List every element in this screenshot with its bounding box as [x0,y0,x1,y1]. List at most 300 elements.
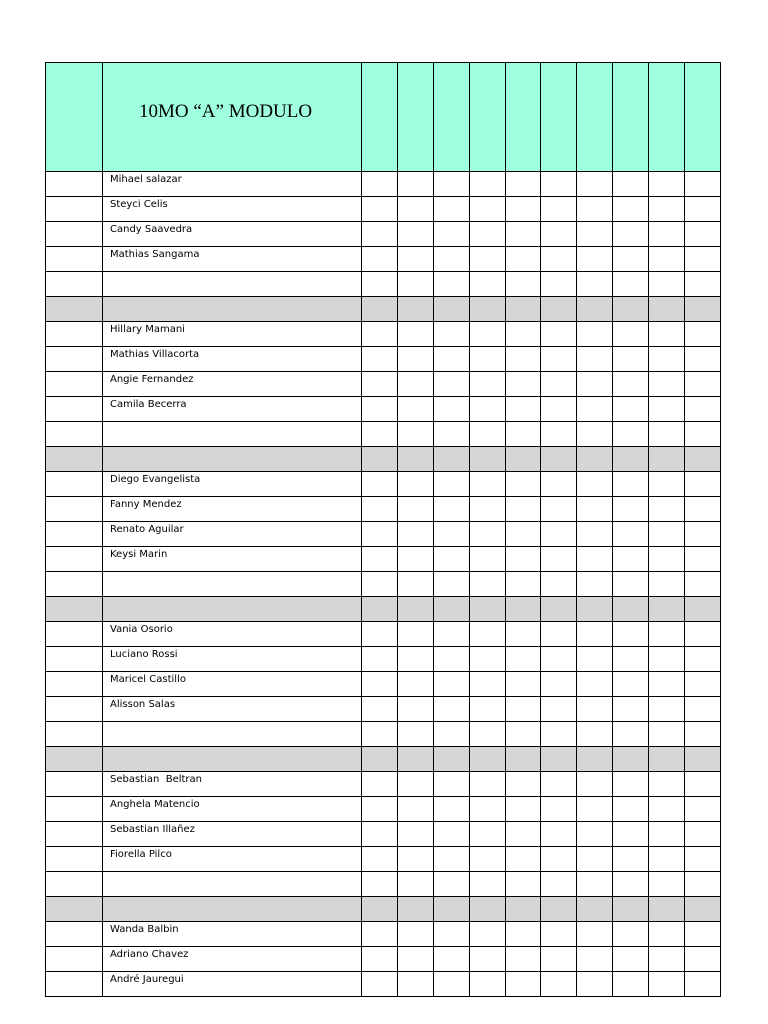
check-cell[interactable] [433,772,469,797]
check-cell[interactable] [649,397,685,422]
check-cell[interactable] [362,297,398,322]
check-cell[interactable] [469,847,505,872]
check-cell[interactable] [505,647,541,672]
check-cell[interactable] [577,647,613,672]
check-cell[interactable] [397,647,433,672]
check-cell[interactable] [469,522,505,547]
check-cell[interactable] [433,722,469,747]
check-cell[interactable] [577,922,613,947]
check-cell[interactable] [649,272,685,297]
check-cell[interactable] [397,897,433,922]
check-cell[interactable] [362,972,398,997]
check-cell[interactable] [613,872,649,897]
check-cell[interactable] [685,647,721,672]
check-cell[interactable] [649,647,685,672]
check-cell[interactable] [649,697,685,722]
check-cell[interactable] [541,447,577,472]
check-cell[interactable] [469,647,505,672]
check-cell[interactable] [433,572,469,597]
check-cell[interactable] [541,572,577,597]
check-cell[interactable] [685,747,721,772]
check-cell[interactable] [685,197,721,222]
check-cell[interactable] [649,847,685,872]
check-cell[interactable] [685,772,721,797]
check-cell[interactable] [397,347,433,372]
check-cell[interactable] [541,722,577,747]
check-cell[interactable] [362,597,398,622]
check-cell[interactable] [685,372,721,397]
check-cell[interactable] [685,897,721,922]
check-cell[interactable] [397,172,433,197]
check-cell[interactable] [433,872,469,897]
check-cell[interactable] [685,622,721,647]
check-cell[interactable] [613,772,649,797]
check-cell[interactable] [469,472,505,497]
check-cell[interactable] [685,497,721,522]
check-cell[interactable] [397,197,433,222]
check-cell[interactable] [362,922,398,947]
check-cell[interactable] [541,822,577,847]
check-cell[interactable] [469,597,505,622]
check-cell[interactable] [613,397,649,422]
check-cell[interactable] [362,272,398,297]
check-cell[interactable] [685,172,721,197]
check-cell[interactable] [362,872,398,897]
check-cell[interactable] [685,422,721,447]
check-cell[interactable] [397,797,433,822]
check-cell[interactable] [577,197,613,222]
check-cell[interactable] [613,197,649,222]
check-cell[interactable] [505,922,541,947]
check-cell[interactable] [433,322,469,347]
check-cell[interactable] [469,547,505,572]
check-cell[interactable] [649,947,685,972]
check-cell[interactable] [613,647,649,672]
check-cell[interactable] [505,422,541,447]
check-cell[interactable] [433,947,469,972]
check-cell[interactable] [685,572,721,597]
check-cell[interactable] [613,322,649,347]
check-cell[interactable] [362,247,398,272]
check-cell[interactable] [541,172,577,197]
check-cell[interactable] [362,397,398,422]
check-cell[interactable] [362,422,398,447]
check-cell[interactable] [649,547,685,572]
check-cell[interactable] [577,247,613,272]
check-cell[interactable] [433,497,469,522]
check-cell[interactable] [541,847,577,872]
check-cell[interactable] [577,322,613,347]
check-cell[interactable] [685,847,721,872]
check-cell[interactable] [649,822,685,847]
check-cell[interactable] [541,322,577,347]
check-cell[interactable] [541,472,577,497]
check-cell[interactable] [613,722,649,747]
check-cell[interactable] [397,672,433,697]
check-cell[interactable] [541,772,577,797]
check-cell[interactable] [505,497,541,522]
check-cell[interactable] [433,847,469,872]
check-cell[interactable] [469,447,505,472]
check-cell[interactable] [362,572,398,597]
check-cell[interactable] [685,472,721,497]
check-cell[interactable] [505,972,541,997]
check-cell[interactable] [433,922,469,947]
check-cell[interactable] [362,497,398,522]
check-cell[interactable] [397,322,433,347]
check-cell[interactable] [541,272,577,297]
check-cell[interactable] [685,222,721,247]
check-cell[interactable] [362,947,398,972]
check-cell[interactable] [541,597,577,622]
check-cell[interactable] [541,522,577,547]
check-cell[interactable] [433,647,469,672]
check-cell[interactable] [469,347,505,372]
check-cell[interactable] [397,947,433,972]
check-cell[interactable] [613,972,649,997]
check-cell[interactable] [649,247,685,272]
check-cell[interactable] [577,597,613,622]
check-cell[interactable] [649,447,685,472]
check-cell[interactable] [433,197,469,222]
check-cell[interactable] [505,722,541,747]
check-cell[interactable] [505,597,541,622]
check-cell[interactable] [613,447,649,472]
check-cell[interactable] [649,372,685,397]
check-cell[interactable] [613,172,649,197]
check-cell[interactable] [469,322,505,347]
check-cell[interactable] [577,747,613,772]
check-cell[interactable] [685,672,721,697]
check-cell[interactable] [469,222,505,247]
check-cell[interactable] [577,272,613,297]
check-cell[interactable] [577,372,613,397]
check-cell[interactable] [613,747,649,772]
check-cell[interactable] [505,222,541,247]
check-cell[interactable] [397,572,433,597]
check-cell[interactable] [433,372,469,397]
check-cell[interactable] [541,222,577,247]
check-cell[interactable] [649,972,685,997]
check-cell[interactable] [541,972,577,997]
check-cell[interactable] [433,297,469,322]
check-cell[interactable] [433,547,469,572]
check-cell[interactable] [685,947,721,972]
check-cell[interactable] [397,547,433,572]
check-cell[interactable] [577,822,613,847]
check-cell[interactable] [505,397,541,422]
check-cell[interactable] [469,797,505,822]
check-cell[interactable] [362,522,398,547]
check-cell[interactable] [613,422,649,447]
check-cell[interactable] [649,222,685,247]
check-cell[interactable] [613,822,649,847]
check-cell[interactable] [613,922,649,947]
check-cell[interactable] [577,347,613,372]
check-cell[interactable] [433,272,469,297]
check-cell[interactable] [362,822,398,847]
check-cell[interactable] [685,922,721,947]
check-cell[interactable] [469,572,505,597]
check-cell[interactable] [649,422,685,447]
check-cell[interactable] [685,297,721,322]
check-cell[interactable] [505,322,541,347]
check-cell[interactable] [649,622,685,647]
check-cell[interactable] [362,797,398,822]
check-cell[interactable] [613,547,649,572]
check-cell[interactable] [541,922,577,947]
check-cell[interactable] [613,622,649,647]
check-cell[interactable] [613,697,649,722]
check-cell[interactable] [362,772,398,797]
check-cell[interactable] [541,347,577,372]
check-cell[interactable] [649,347,685,372]
check-cell[interactable] [541,947,577,972]
check-cell[interactable] [541,622,577,647]
check-cell[interactable] [397,872,433,897]
check-cell[interactable] [397,522,433,547]
check-cell[interactable] [613,672,649,697]
check-cell[interactable] [577,972,613,997]
check-cell[interactable] [613,497,649,522]
check-cell[interactable] [469,172,505,197]
check-cell[interactable] [613,222,649,247]
check-cell[interactable] [649,472,685,497]
check-cell[interactable] [505,347,541,372]
check-cell[interactable] [685,697,721,722]
check-cell[interactable] [469,772,505,797]
check-cell[interactable] [469,897,505,922]
check-cell[interactable] [685,797,721,822]
check-cell[interactable] [397,747,433,772]
check-cell[interactable] [397,297,433,322]
check-cell[interactable] [577,422,613,447]
check-cell[interactable] [433,622,469,647]
check-cell[interactable] [433,472,469,497]
check-cell[interactable] [433,522,469,547]
check-cell[interactable] [469,697,505,722]
check-cell[interactable] [613,372,649,397]
check-cell[interactable] [685,447,721,472]
check-cell[interactable] [613,797,649,822]
check-cell[interactable] [433,172,469,197]
check-cell[interactable] [649,322,685,347]
check-cell[interactable] [397,372,433,397]
check-cell[interactable] [613,297,649,322]
check-cell[interactable] [505,297,541,322]
check-cell[interactable] [469,822,505,847]
check-cell[interactable] [505,872,541,897]
check-cell[interactable] [685,822,721,847]
check-cell[interactable] [433,697,469,722]
check-cell[interactable] [613,272,649,297]
check-cell[interactable] [397,597,433,622]
check-cell[interactable] [505,772,541,797]
check-cell[interactable] [362,672,398,697]
check-cell[interactable] [577,672,613,697]
check-cell[interactable] [649,197,685,222]
check-cell[interactable] [362,622,398,647]
check-cell[interactable] [685,522,721,547]
check-cell[interactable] [577,472,613,497]
check-cell[interactable] [469,197,505,222]
check-cell[interactable] [685,972,721,997]
check-cell[interactable] [649,872,685,897]
check-cell[interactable] [685,247,721,272]
check-cell[interactable] [469,672,505,697]
check-cell[interactable] [685,872,721,897]
check-cell[interactable] [685,547,721,572]
check-cell[interactable] [397,472,433,497]
check-cell[interactable] [505,672,541,697]
check-cell[interactable] [397,422,433,447]
check-cell[interactable] [577,522,613,547]
check-cell[interactable] [362,747,398,772]
check-cell[interactable] [649,922,685,947]
check-cell[interactable] [362,647,398,672]
check-cell[interactable] [433,347,469,372]
check-cell[interactable] [685,272,721,297]
check-cell[interactable] [362,222,398,247]
check-cell[interactable] [433,822,469,847]
check-cell[interactable] [577,722,613,747]
check-cell[interactable] [505,247,541,272]
check-cell[interactable] [541,697,577,722]
check-cell[interactable] [577,897,613,922]
check-cell[interactable] [577,297,613,322]
check-cell[interactable] [505,522,541,547]
check-cell[interactable] [469,872,505,897]
check-cell[interactable] [649,522,685,547]
check-cell[interactable] [469,497,505,522]
check-cell[interactable] [505,272,541,297]
check-cell[interactable] [613,522,649,547]
check-cell[interactable] [469,397,505,422]
check-cell[interactable] [362,722,398,747]
check-cell[interactable] [397,497,433,522]
check-cell[interactable] [541,897,577,922]
check-cell[interactable] [613,597,649,622]
check-cell[interactable] [433,797,469,822]
check-cell[interactable] [397,222,433,247]
check-cell[interactable] [649,897,685,922]
check-cell[interactable] [649,672,685,697]
check-cell[interactable] [613,247,649,272]
check-cell[interactable] [649,722,685,747]
check-cell[interactable] [397,722,433,747]
check-cell[interactable] [577,547,613,572]
check-cell[interactable] [505,897,541,922]
check-cell[interactable] [649,797,685,822]
check-cell[interactable] [397,922,433,947]
check-cell[interactable] [577,447,613,472]
check-cell[interactable] [469,922,505,947]
check-cell[interactable] [649,747,685,772]
check-cell[interactable] [433,972,469,997]
check-cell[interactable] [577,172,613,197]
check-cell[interactable] [577,397,613,422]
check-cell[interactable] [469,747,505,772]
check-cell[interactable] [469,722,505,747]
check-cell[interactable] [469,972,505,997]
check-cell[interactable] [577,572,613,597]
check-cell[interactable] [469,372,505,397]
check-cell[interactable] [613,897,649,922]
check-cell[interactable] [685,397,721,422]
check-cell[interactable] [613,847,649,872]
check-cell[interactable] [541,397,577,422]
check-cell[interactable] [613,572,649,597]
check-cell[interactable] [541,197,577,222]
check-cell[interactable] [469,947,505,972]
check-cell[interactable] [541,372,577,397]
check-cell[interactable] [397,822,433,847]
check-cell[interactable] [433,422,469,447]
check-cell[interactable] [541,797,577,822]
check-cell[interactable] [649,597,685,622]
check-cell[interactable] [505,472,541,497]
check-cell[interactable] [397,272,433,297]
check-cell[interactable] [613,947,649,972]
check-cell[interactable] [397,622,433,647]
check-cell[interactable] [469,247,505,272]
check-cell[interactable] [469,422,505,447]
check-cell[interactable] [505,622,541,647]
check-cell[interactable] [397,972,433,997]
check-cell[interactable] [505,172,541,197]
check-cell[interactable] [541,672,577,697]
check-cell[interactable] [362,197,398,222]
check-cell[interactable] [362,322,398,347]
check-cell[interactable] [541,497,577,522]
check-cell[interactable] [613,472,649,497]
check-cell[interactable] [649,172,685,197]
check-cell[interactable] [613,347,649,372]
check-cell[interactable] [505,547,541,572]
check-cell[interactable] [577,872,613,897]
check-cell[interactable] [541,747,577,772]
check-cell[interactable] [397,397,433,422]
check-cell[interactable] [362,447,398,472]
check-cell[interactable] [397,697,433,722]
check-cell[interactable] [577,622,613,647]
check-cell[interactable] [685,347,721,372]
check-cell[interactable] [577,222,613,247]
check-cell[interactable] [433,747,469,772]
check-cell[interactable] [577,697,613,722]
check-cell[interactable] [505,572,541,597]
check-cell[interactable] [649,772,685,797]
check-cell[interactable] [362,172,398,197]
check-cell[interactable] [433,397,469,422]
check-cell[interactable] [433,597,469,622]
check-cell[interactable] [397,247,433,272]
check-cell[interactable] [505,747,541,772]
check-cell[interactable] [649,497,685,522]
check-cell[interactable] [433,447,469,472]
check-cell[interactable] [541,647,577,672]
check-cell[interactable] [577,947,613,972]
check-cell[interactable] [505,847,541,872]
check-cell[interactable] [362,347,398,372]
check-cell[interactable] [577,797,613,822]
check-cell[interactable] [433,247,469,272]
check-cell[interactable] [469,272,505,297]
check-cell[interactable] [541,422,577,447]
check-cell[interactable] [362,372,398,397]
check-cell[interactable] [541,872,577,897]
check-cell[interactable] [505,372,541,397]
